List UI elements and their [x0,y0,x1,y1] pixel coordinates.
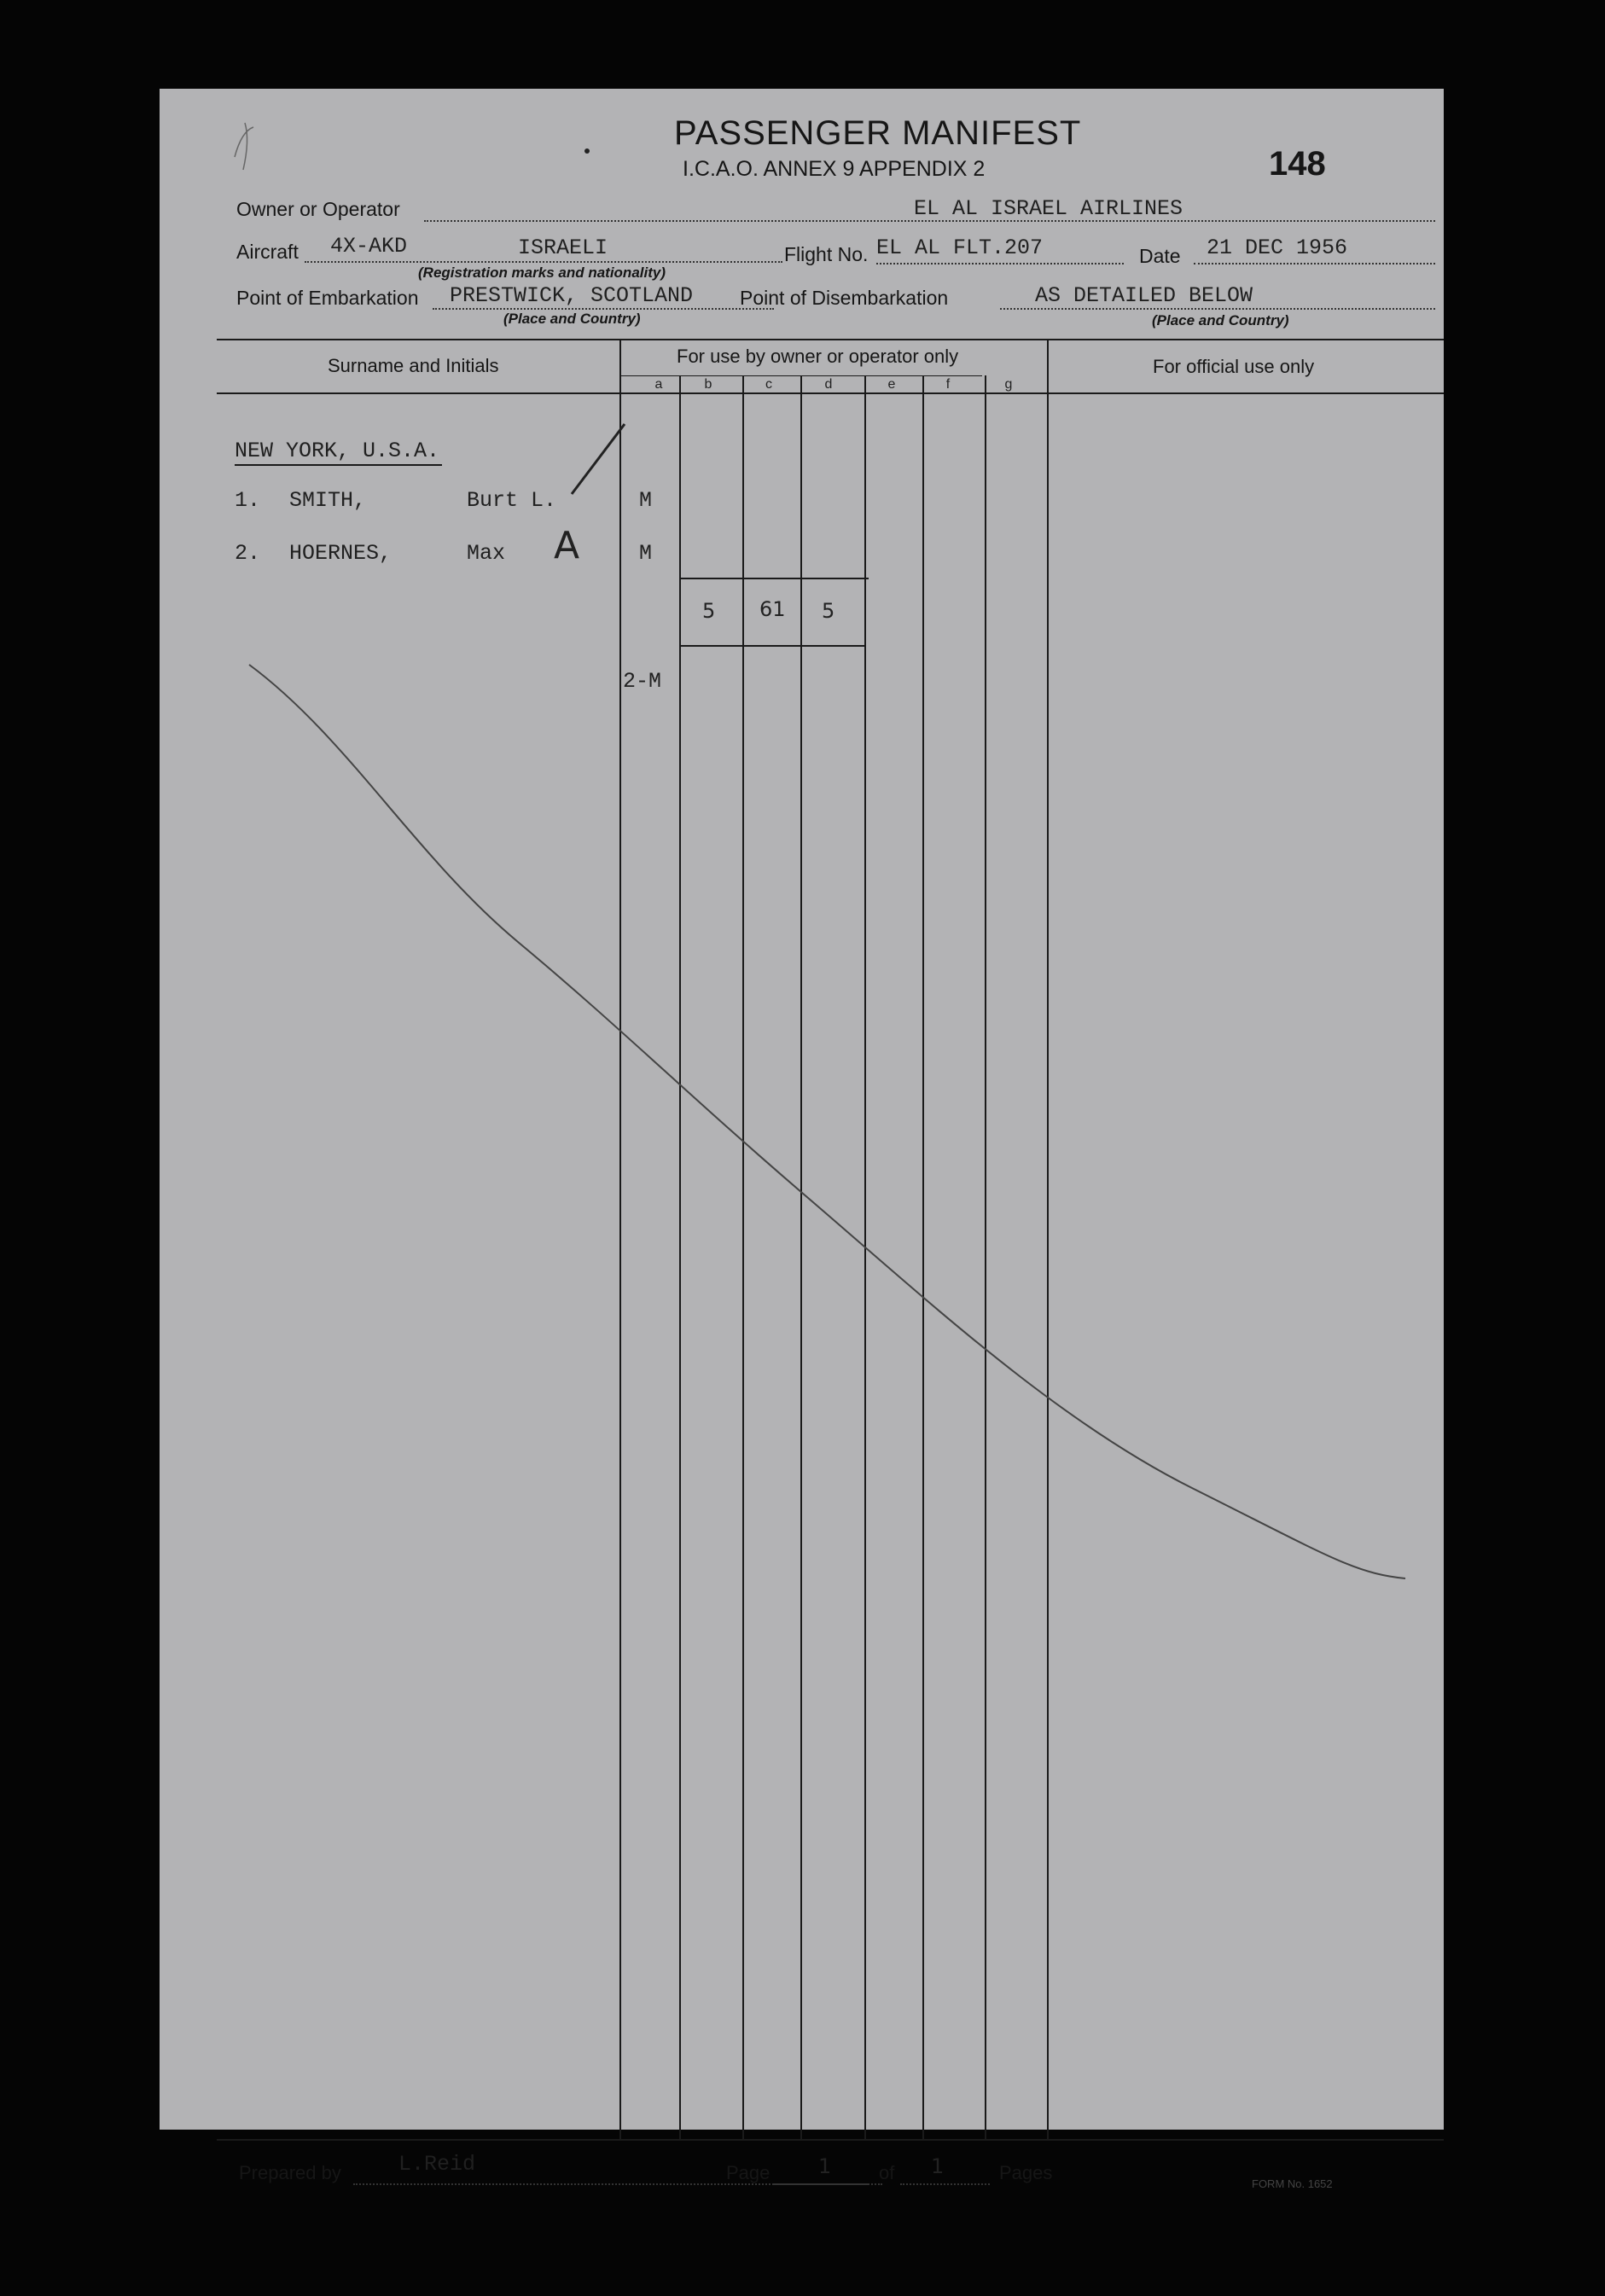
of-value: 1 [931,2154,945,2178]
owner-label: Owner or Operator [236,198,400,220]
tally-col-c: 61 [759,597,786,621]
embarkation-note: (Place and Country) [503,311,641,327]
ink-dot [584,148,590,154]
passenger-2-col-a: M [639,541,653,566]
owner-value: EL AL ISRAEL AIRLINES [914,196,1183,221]
document-subtitle: I.C.A.O. ANNEX 9 APPENDIX 2 [683,157,986,181]
passenger-1-number: 1. [235,488,261,513]
pencil-cancel-stroke [249,665,1405,1578]
page-value: 1 [818,2154,832,2178]
subcol-d: d [824,377,833,392]
subcol-g: g [1004,377,1013,392]
tally-col-d: 5 [822,599,835,623]
passenger-1-surname: SMITH, [289,488,367,513]
pencil-marks-overlay [160,89,1444,2130]
date-label: Date [1139,245,1181,267]
document-title: PASSENGER MANIFEST [674,114,1082,152]
footer-top-rule [217,2139,1444,2141]
subcol-e: e [887,377,896,392]
date-value: 21 DEC 1956 [1207,235,1348,260]
subcol-b: b [704,377,712,392]
official-column-header: For official use only [1153,356,1315,377]
passenger-1-col-a: M [639,488,653,513]
of-label: of [879,2162,895,2183]
aircraft-registration: 4X-AKD [330,234,408,259]
of-dotted-line [900,2183,990,2185]
pages-label: Pages [999,2162,1053,2183]
prepared-by-label: Prepared by [239,2162,341,2183]
registration-note: (Registration marks and nationality) [418,264,666,281]
page-dotted-line [774,2183,868,2185]
passenger-2-surname: HOERNES, [289,541,393,566]
summary-col-a: 2-M [623,669,662,694]
handwritten-annotation: A [554,524,580,567]
destination-heading: NEW YORK, U.S.A. [235,439,440,463]
subcol-a: a [654,377,663,392]
prepared-by-value: L.Reid [398,2152,476,2177]
aircraft-label: Aircraft [236,241,299,263]
flight-label: Flight No. [784,243,869,265]
form-number: FORM No. 1652 [1252,2177,1333,2190]
page-number-stamp: 148 [1269,145,1326,183]
disembarkation-value: AS DETAILED BELOW [1035,283,1253,308]
tally-col-b: 5 [702,599,716,623]
aircraft-nationality: ISRAELI [518,235,608,260]
passenger-1-initials: Burt L. [467,488,557,513]
disembarkation-note: (Place and Country) [1152,312,1289,328]
subcol-f: f [945,377,951,392]
pencil-check-mark [572,424,625,494]
passenger-2-initials: Max [467,541,506,566]
surname-column-header: Surname and Initials [328,355,499,376]
pencil-corner-scribble [235,123,253,170]
manifest-sheet [160,89,1444,2190]
embarkation-value: PRESTWICK, SCOTLAND [450,283,694,308]
disembarkation-label: Point of Disembarkation [740,287,949,309]
embarkation-label: Point of Embarkation [236,287,419,309]
flight-value: EL AL FLT.207 [876,235,1044,260]
subcol-c: c [765,377,772,392]
passenger-2-number: 2. [235,541,261,566]
page-label: Page [726,2162,771,2183]
owner-column-header: For use by owner or operator only [677,346,959,367]
